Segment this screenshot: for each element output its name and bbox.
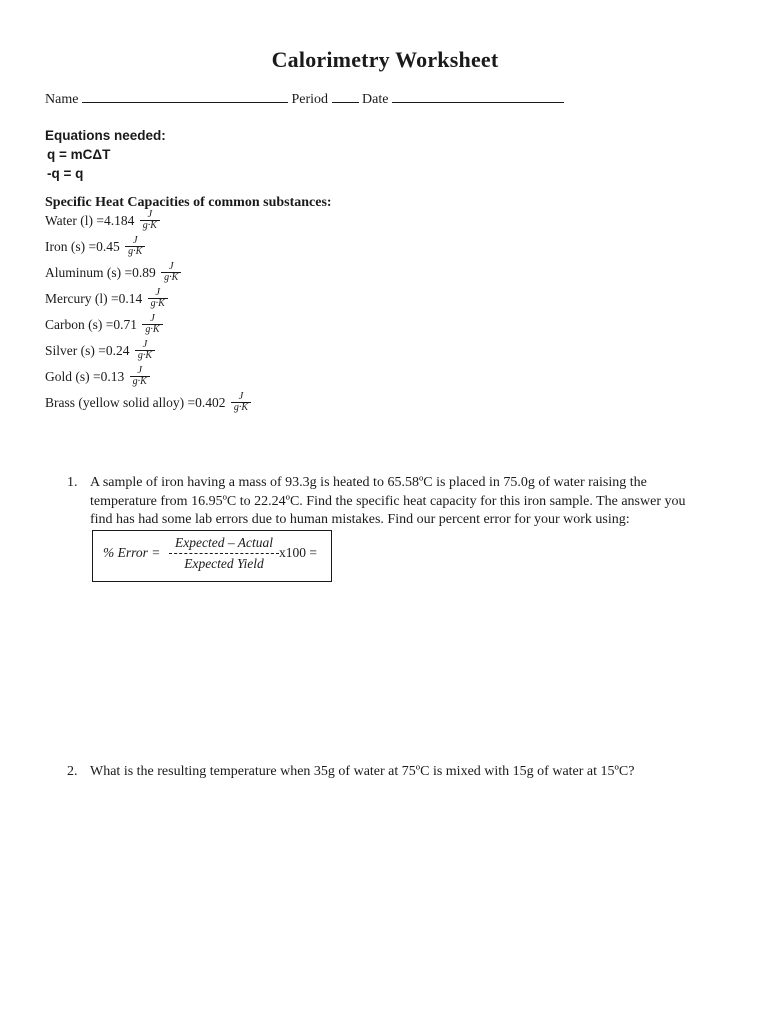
substance-label: Brass (yellow solid alloy) =	[45, 394, 196, 410]
question-text: What is the resulting temperature when 35g of water at 75ºC is mixed with 15g of water at 15ºC?	[90, 764, 635, 779]
specific-heat-value: 0.24	[105, 342, 130, 358]
substance-label: Carbon (s) =	[45, 316, 114, 332]
equations-section	[45, 126, 166, 183]
date-label: Date	[362, 92, 389, 107]
unit-fraction: $\frac{J}{g\cdot K}$	[125, 236, 145, 257]
specific-heat-row	[45, 392, 251, 418]
name-label: Name	[45, 92, 79, 107]
unit-fraction: $\frac{J}{g\cdot K}$	[148, 288, 168, 309]
formula-denominator: Expected Yield	[184, 556, 264, 571]
specific-heat-row	[45, 314, 163, 340]
unit-fraction: $\frac{J}{g\cdot K}$	[130, 366, 150, 387]
name-blank[interactable]	[82, 90, 288, 103]
specific-heat-row	[45, 288, 168, 314]
specific-heat-row	[45, 262, 181, 288]
substance-label: Mercury (l) =	[45, 290, 119, 306]
equation-heat: q = mCΔT	[47, 147, 111, 162]
equation-conservation: -q = q	[47, 166, 84, 181]
date-blank[interactable]	[392, 90, 564, 103]
specific-heat-value: 4.184	[104, 212, 135, 228]
unit-fraction: $\frac{J}{g\cdot K}$	[231, 392, 251, 413]
specific-heat-value: 0.89	[132, 264, 156, 280]
substance-label: Silver (s) =	[45, 342, 106, 358]
specific-heat-value: 0.71	[113, 316, 137, 332]
substance-label: Water (l) =	[45, 212, 104, 228]
specific-heat-row	[45, 366, 150, 392]
formula-lhs: % Error =	[103, 545, 161, 560]
specific-heat-row	[45, 210, 160, 236]
unit-fraction: $\frac{J}{g\cdot K}$	[140, 210, 160, 231]
substance-label: Gold (s) =	[45, 368, 101, 384]
period-blank[interactable]	[332, 90, 359, 103]
question-text: A sample of iron having a mass of 93.3g is heated to 65.58ºC is placed in 75.0g of water raising the temperature from 16.95ºC to 22.24ºC. Find the specific heat capacity for this iron sample. The answer you find has had some lab errors due to human mistakes. Find our percent error for your work using:	[90, 475, 686, 527]
question-number: 2.	[67, 764, 78, 779]
formula-numerator: Expected – Actual	[169, 535, 279, 554]
page-title: Calorimetry Worksheet	[271, 47, 499, 72]
period-label: Period	[291, 92, 328, 107]
specific-heat-row	[45, 236, 145, 262]
unit-fraction: $\frac{J}{g\cdot K}$	[161, 262, 181, 283]
specific-heat-row	[45, 340, 155, 366]
specific-heat-value: 0.13	[100, 368, 125, 384]
question-number: 1.	[67, 475, 78, 490]
formula-fraction	[169, 535, 279, 572]
equations-heading: Equations needed:	[45, 128, 166, 143]
unit-fraction: $\frac{J}{g\cdot K}$	[135, 340, 155, 361]
unit-fraction: $\frac{J}{g\cdot K}$	[142, 314, 162, 335]
formula-multiplier: x100 =	[279, 545, 317, 560]
student-info-line	[45, 90, 564, 108]
substance-label: Iron (s) =	[45, 238, 97, 254]
substance-label: Aluminum (s) =	[45, 264, 133, 280]
specific-heat-heading: Specific Heat Capacities of common substances:	[45, 195, 332, 210]
specific-heat-value: 0.402	[195, 394, 226, 410]
percent-error-formula	[92, 530, 332, 582]
specific-heat-value: 0.14	[118, 290, 143, 306]
specific-heat-value: 0.45	[96, 238, 120, 254]
